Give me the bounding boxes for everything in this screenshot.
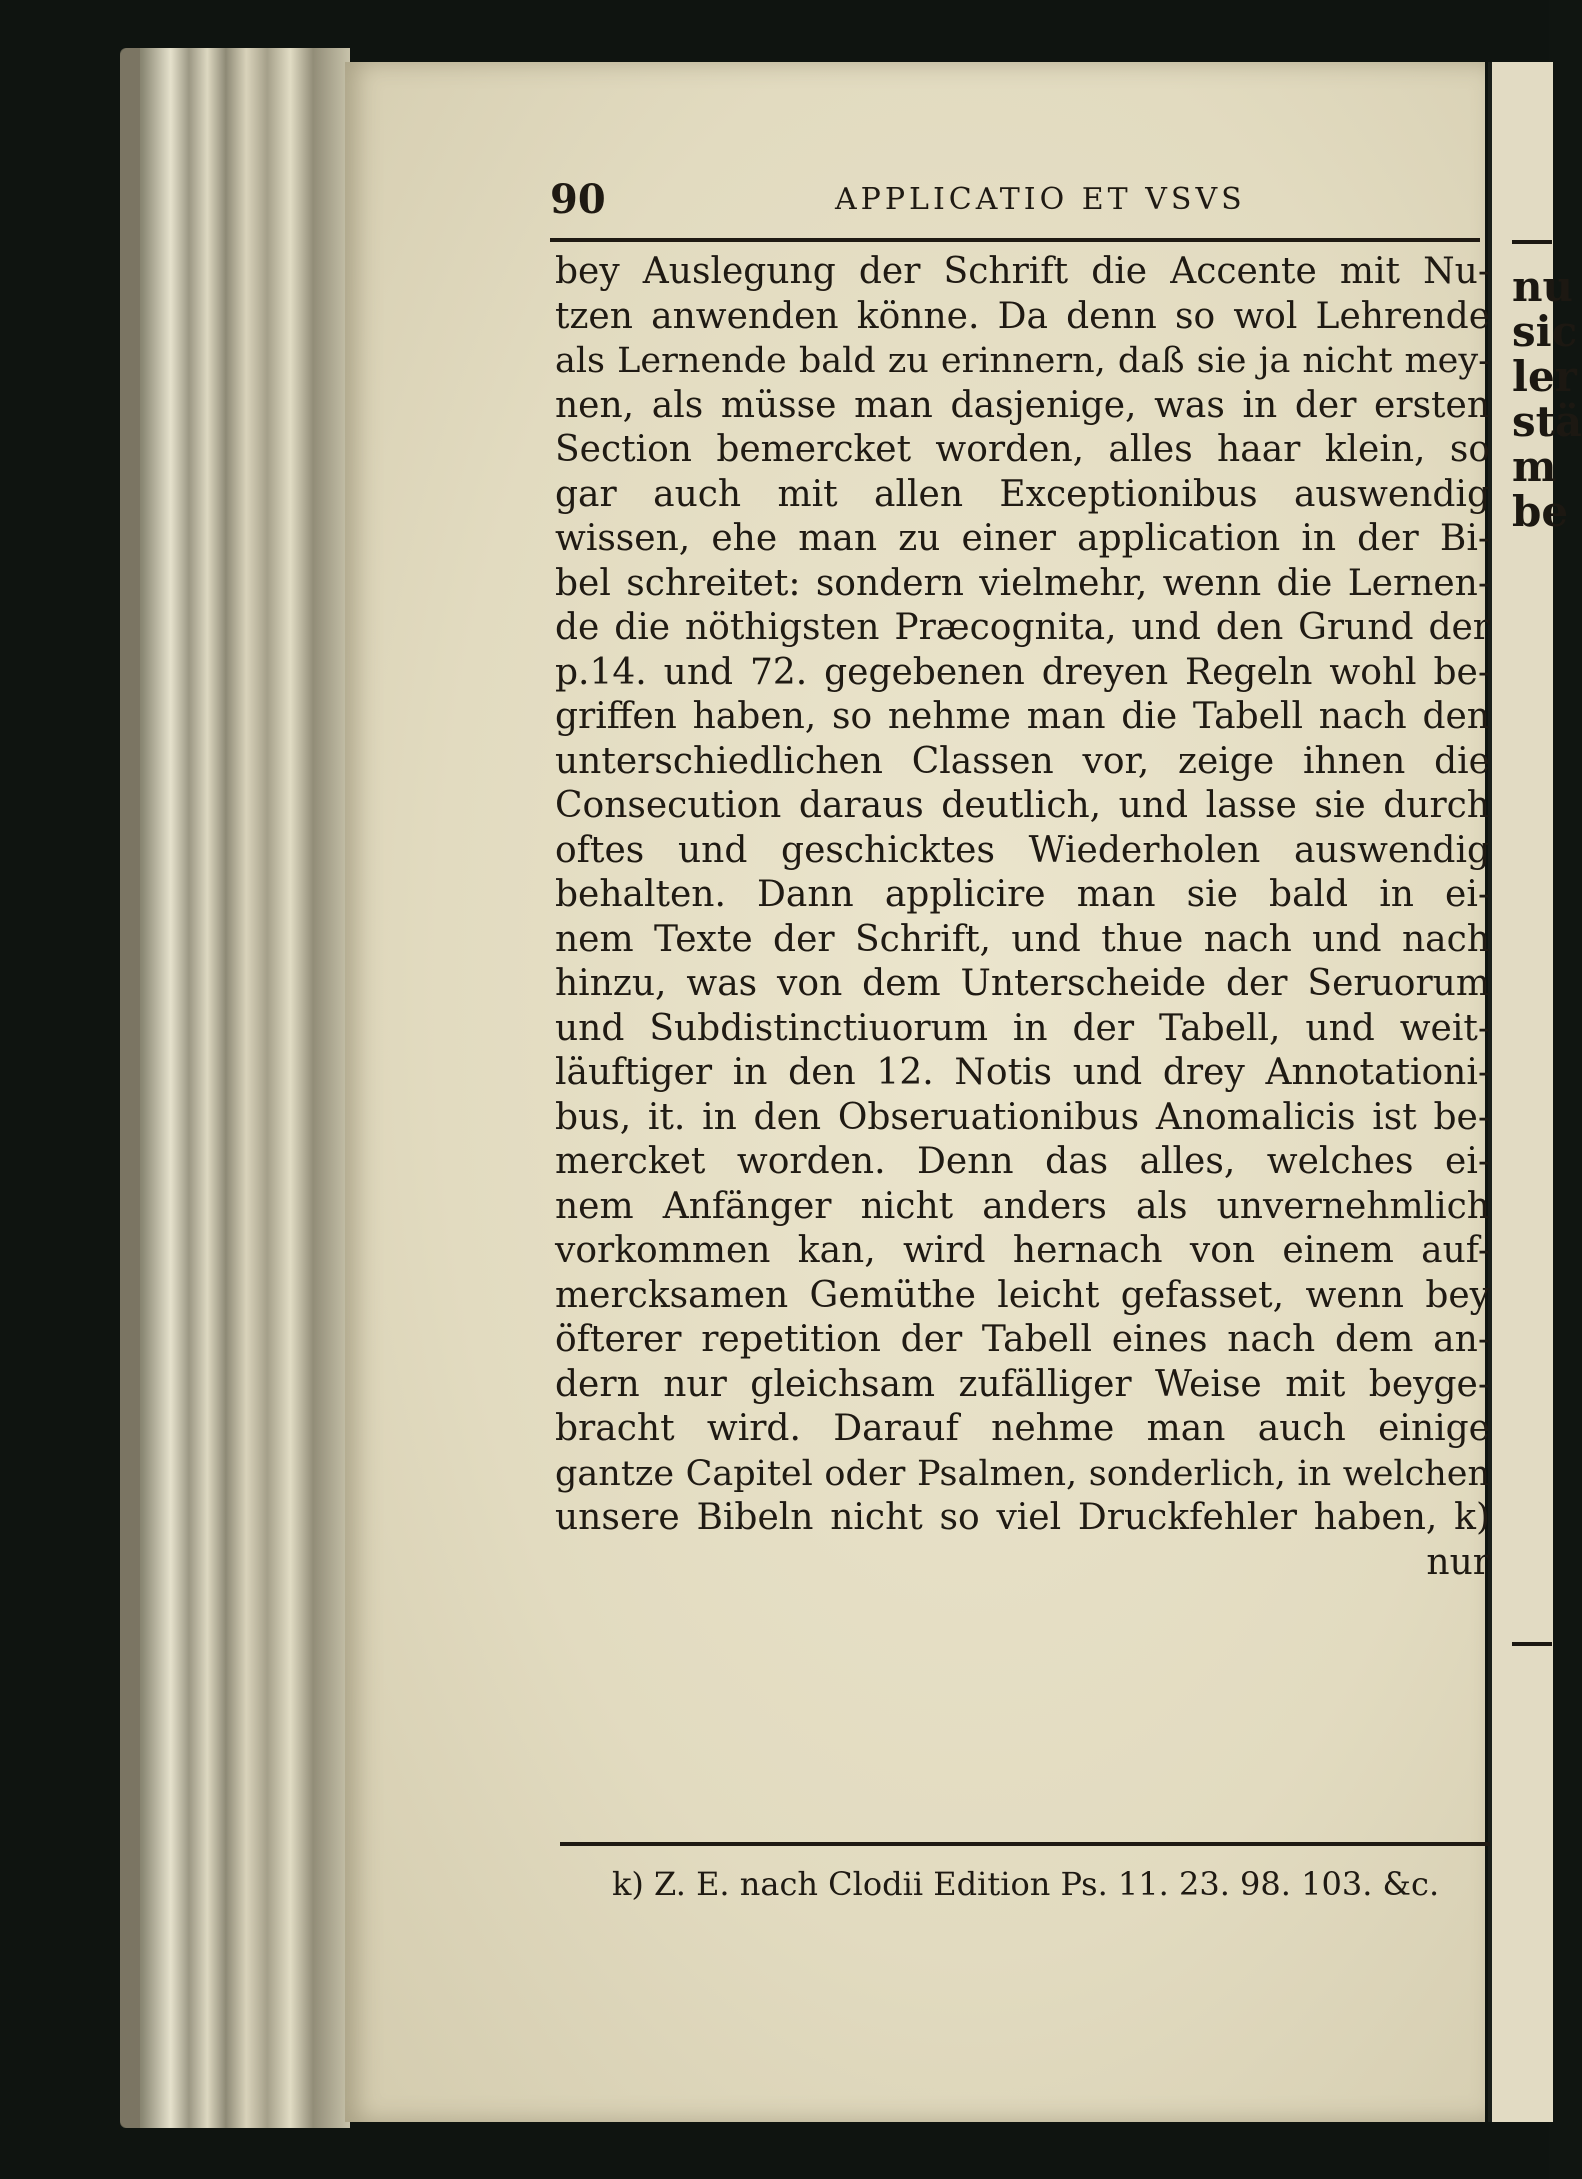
text-line: und Subdistinctiuorum in der Tabell, und weit- [555, 1007, 1490, 1049]
adjacent-page-rule [1512, 1642, 1552, 1646]
text-line: nem Texte der Schrift, und thue nach und nach [555, 918, 1490, 960]
text-line: nem Anfänger nicht anders als unvernehmlich [555, 1185, 1490, 1227]
text-line: bus, it. in den Obseruationibus Anomalicis ist be- [555, 1096, 1490, 1138]
text-line: oftes und geschicktes Wiederholen auswendig [555, 829, 1490, 871]
text-line: tzen anwenden könne. Da denn so wol Lehrende [555, 295, 1490, 337]
running-title: APPLICATIO ET VSVS [835, 182, 1246, 217]
text-line: bey Auslegung der Schrift die Accente mit Nu- [555, 251, 1490, 292]
text-line: Consecution daraus deutlich, und lasse sie durch [555, 785, 1490, 826]
text-line: öfterer repetition der Tabell eines nach dem an- [555, 1319, 1490, 1360]
adjacent-fragment: stä [1512, 397, 1582, 446]
adjacent-fragment: nu [1512, 262, 1574, 311]
text-line: hinzu, was von dem Unterscheide der Seruorum [555, 963, 1490, 1004]
text-line: gantze Capitel oder Psalmen, sonderlich, in welchen [555, 1453, 1490, 1494]
text-line: wissen, ehe man zu einer application in der Bi- [555, 518, 1490, 559]
page-header [550, 176, 1489, 236]
adjacent-fragment: ler [1512, 352, 1577, 401]
adjacent-fragment: be [1512, 487, 1569, 536]
text-line: p.14. und 72. gegebenen dreyen Regeln wohl be- [555, 651, 1490, 693]
page-number: 90 [550, 176, 606, 223]
text-line: bracht wird. Darauf nehme man auch einige [555, 1408, 1490, 1449]
footnote-rule [560, 1842, 1490, 1846]
text-line: als Lernende bald zu erinnern, daß sie ja nicht mey- [555, 341, 1490, 381]
text-line: Section bemercket worden, alles haar klein, so [555, 429, 1490, 470]
book-page-edges [120, 48, 350, 2128]
body-text [555, 250, 1490, 1585]
text-line: griffen haben, so nehme man die Tabell nach den [555, 696, 1490, 737]
header-rule [550, 238, 1480, 242]
text-line: bel schreitet: sondern vielmehr, wenn die Lernen- [555, 562, 1490, 604]
text-line: läuftiger in den 12. Notis und drey Annotationi- [555, 1052, 1490, 1093]
text-line: mercksamen Gemüthe leicht gefasset, wenn bey [555, 1274, 1490, 1316]
text-line: behalten. Dann applicire man sie bald in ei- [555, 874, 1490, 915]
text-line: unterschiedlichen Classen vor, zeige ihnen die [555, 740, 1490, 782]
footnote: k) Z. E. nach Clodii Edition Ps. 11. 23. 98. 103. &c. [612, 1865, 1440, 1903]
text-line: vorkommen kan, wird hernach von einem auf- [555, 1230, 1490, 1271]
text-line: gar auch mit allen Exceptionibus auswendig [555, 473, 1490, 515]
adjacent-fragment: sic [1512, 307, 1578, 356]
text-line: de die nöthigsten Præcognita, und den Grund der [555, 607, 1490, 648]
text-line: nen, als müsse man dasjenige, was in der ersten [555, 384, 1490, 426]
text-line: mercket worden. Denn das alles, welches ei- [555, 1141, 1490, 1182]
adjacent-fragment: m [1512, 442, 1557, 491]
adjacent-page [1488, 62, 1582, 2122]
text-line: unsere Bibeln nicht so viel Druckfehler haben, k) [555, 1497, 1490, 1538]
adjacent-page-rule [1512, 240, 1552, 244]
book-cover-edge [120, 48, 140, 2128]
text-line: dern nur gleichsam zufälliger Weise mit beyge- [555, 1363, 1490, 1405]
catchword: nur [1426, 1541, 1490, 1583]
